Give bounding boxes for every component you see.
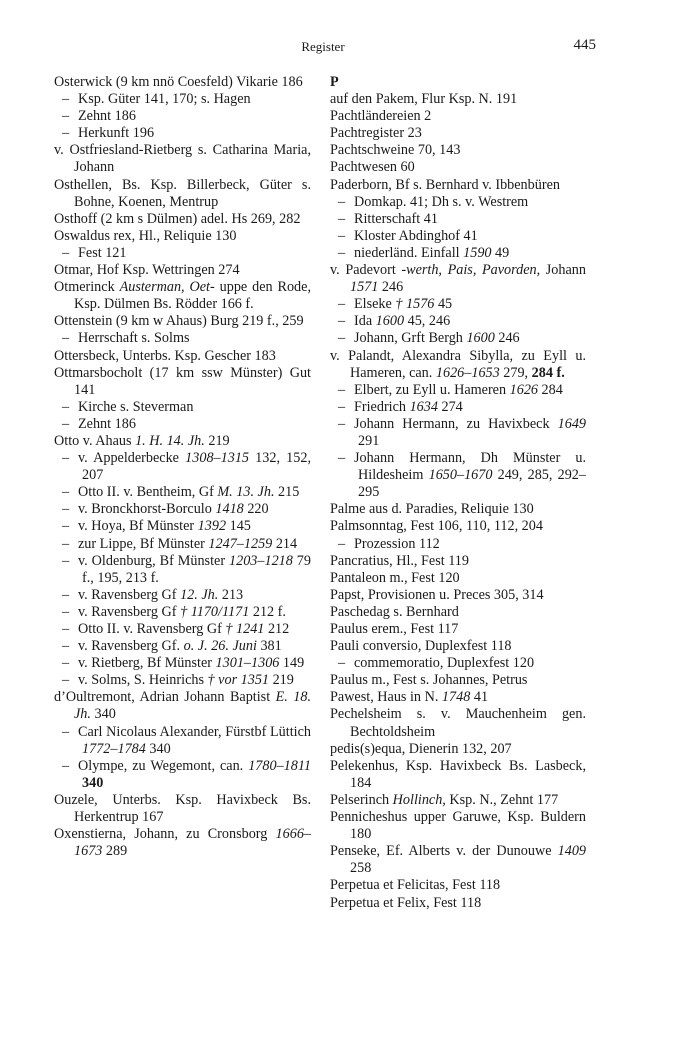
index-entry	[54, 433, 311, 450]
index-entry	[330, 501, 586, 518]
entry-text: v. Palandt, Alexandra Sibylla, zu Eyll u. Hameren, can. 1626–1653 279, 284 f.	[330, 347, 586, 381]
subentry-dash: –	[62, 108, 70, 125]
index-entry	[330, 604, 586, 621]
index-subentry	[54, 501, 311, 518]
index-entry	[330, 809, 586, 843]
entry-text: Pachtwesen 60	[330, 159, 415, 176]
subentry-dash: –	[338, 398, 346, 415]
subentry-dash: –	[62, 757, 70, 774]
subentry-dash: –	[62, 330, 70, 347]
index-subentry	[330, 382, 586, 399]
index-entry	[54, 142, 311, 176]
subentry-dash: –	[338, 381, 346, 398]
entry-text: v. Padevort -werth, Pais, Pavorden, Johann 1571 246	[330, 262, 586, 296]
index-entry	[54, 228, 311, 245]
index-entry	[330, 518, 586, 535]
index-subentry	[330, 245, 586, 262]
subentry-dash: –	[62, 125, 70, 142]
entry-text: Kloster Abdinghof 41	[354, 227, 478, 244]
index-entry	[330, 125, 586, 142]
subentry-dash: –	[338, 210, 346, 227]
index-subentry	[54, 724, 311, 758]
entry-text: Ouzele, Unterbs. Ksp. Havixbeck Bs. Herkentrup 167	[54, 791, 311, 826]
index-entry	[330, 570, 586, 587]
index-entry	[54, 313, 311, 330]
entry-text: Pelserinch Hollinch, Ksp. N., Zehnt 177	[330, 791, 559, 808]
index-entry	[54, 348, 311, 365]
entry-text: pedis(s)equa, Dienerin 132, 207	[330, 740, 512, 757]
subentry-dash: –	[62, 501, 70, 518]
entry-text: Ritterschaft 41	[354, 210, 438, 227]
index-entry	[54, 792, 311, 826]
entry-text: Pachtschweine 70, 143	[330, 142, 461, 159]
entry-text: Elbert, zu Eyll u. Hameren 1626 284	[354, 381, 563, 398]
entry-text: Pachtregister 23	[330, 125, 422, 142]
subentry-dash: –	[62, 484, 70, 501]
entry-text: v. Ravensberg Gf † 1170/1171 212 f.	[78, 603, 286, 620]
index-entry	[330, 91, 586, 108]
index-entry	[330, 348, 586, 382]
subentry-dash: –	[62, 672, 70, 689]
entry-text: Pawest, Haus in N. 1748 41	[330, 689, 489, 706]
entry-text: Otto II. v. Bentheim, Gf M. 13. Jh. 215	[78, 484, 300, 501]
entry-text: v. Appelderbecke 1308–1315 132, 152, 207	[78, 450, 311, 484]
index-subentry	[54, 245, 311, 262]
subentry-dash: –	[62, 450, 70, 467]
entry-text: Palme aus d. Paradies, Reliquie 130	[330, 501, 534, 518]
subentry-dash: –	[62, 415, 70, 432]
entry-text: niederländ. Einfall 1590 49	[354, 244, 510, 261]
entry-text: Ksp. Güter 141, 170; s. Hagen	[78, 91, 251, 108]
index-subentry	[330, 655, 586, 672]
entry-text: Johann Hermann, zu Havixbeck 1649 291	[354, 415, 586, 449]
index-subentry	[330, 416, 586, 450]
index-entry	[54, 74, 311, 91]
index-entry	[330, 108, 586, 125]
index-entry	[330, 177, 586, 194]
entry-text: Carl Nicolaus Alexander, Fürstbf Lüttich 1772–1784 340	[78, 723, 311, 757]
index-subentry	[54, 108, 311, 125]
entry-text: Osterwick (9 km nnö Coesfeld) Vikarie 186	[54, 74, 303, 90]
index-entry	[330, 792, 586, 809]
subentry-dash: –	[338, 655, 346, 672]
entry-text: Zehnt 186	[78, 108, 136, 125]
section-letter: P	[330, 74, 339, 90]
index-subentry	[54, 125, 311, 142]
entry-text: Otmar, Hof Ksp. Wettringen 274	[54, 262, 240, 279]
entry-text: Penseke, Ef. Alberts v. der Dunouwe 1409 258	[330, 843, 586, 877]
entry-text: Papst, Provisionen u. Preces 305, 314	[330, 586, 544, 603]
index-entry	[330, 689, 586, 706]
entry-text: Pechelsheim s. v. Mauchenheim gen. Bechtoldsheim	[330, 706, 586, 740]
index-entry	[330, 142, 586, 159]
index-subentry	[54, 416, 311, 433]
entry-text: v. Ravensberg Gf 12. Jh. 213	[78, 586, 244, 603]
index-entry	[330, 638, 586, 655]
subentry-dash: –	[62, 638, 70, 655]
index-subentry	[54, 655, 311, 672]
entry-text: Paderborn, Bf s. Bernhard v. Ibbenbüren	[330, 176, 560, 193]
entry-text: Palmsonntag, Fest 106, 110, 112, 204	[330, 518, 543, 535]
entry-text: Paulus erem., Fest 117	[330, 621, 459, 637]
entry-text: Elseke † 1576 45	[354, 296, 453, 313]
entry-text: zur Lippe, Bf Münster 1247–1259 214	[78, 535, 298, 552]
page-number: 445	[573, 37, 596, 53]
index-subentry	[330, 296, 586, 313]
entry-text: v. Bronckhorst-Borculo 1418 220	[78, 501, 269, 518]
entry-text: Domkap. 41; Dh s. v. Westrem	[354, 193, 529, 210]
entry-text: Ida 1600 45, 246	[354, 313, 451, 330]
subentry-dash: –	[62, 244, 70, 261]
subentry-dash: –	[338, 296, 346, 313]
entry-text: Oxenstierna, Johann, zu Cronsborg 1666–1673 289	[54, 826, 311, 860]
entry-text: Osthellen, Bs. Ksp. Billerbeck, Güter s. Bohne, Koenen, Mentrup	[54, 176, 311, 210]
index-entry	[54, 262, 311, 279]
index-entry	[54, 177, 311, 211]
index-subentry	[54, 587, 311, 604]
entry-text: v. Solms, S. Heinrichs † vor 1351 219	[78, 672, 294, 689]
entry-text: Pancratius, Hl., Fest 119	[330, 552, 469, 569]
subentry-dash: –	[338, 227, 346, 244]
entry-text: Johann, Grft Bergh 1600 246	[354, 330, 520, 347]
entry-text: Herrschaft s. Solms	[78, 330, 190, 347]
entry-text: Pauli conversio, Duplexfest 118	[330, 638, 512, 655]
subentry-dash: –	[338, 193, 346, 210]
entry-text: Otto II. v. Ravensberg Gf † 1241 212	[78, 621, 290, 637]
entry-text: Pantaleon m., Fest 120	[330, 569, 460, 586]
index-entry	[330, 587, 586, 604]
subentry-dash: –	[338, 450, 346, 467]
index-subentry	[54, 91, 311, 108]
entry-text: Ottmarsbocholt (17 km ssw Münster) Gut 141	[54, 364, 311, 398]
entry-text: d’Oultremont, Adrian Johann Baptist E. 18. Jh. 340	[54, 689, 311, 723]
entry-text: Pennicheshus upper Garuwe, Ksp. Buldern 180	[330, 809, 586, 843]
index-subentry	[54, 638, 311, 655]
entry-text: Perpetua et Felicitas, Fest 118	[330, 877, 501, 894]
index-entry	[330, 741, 586, 758]
entry-text: Otmerinck Austerman, Oet- uppe den Rode, Ksp. Dülmen Bs. Rödder 166 f.	[54, 279, 311, 313]
index-subentry	[54, 621, 311, 638]
entry-text: Fest 121	[78, 244, 127, 261]
subentry-dash: –	[62, 552, 70, 569]
index-subentry	[330, 194, 586, 211]
entry-text: Ottersbeck, Unterbs. Ksp. Gescher 183	[54, 347, 276, 364]
index-entry	[330, 621, 586, 638]
entry-text: v. Ostfriesland-Rietberg s. Catharina Maria, Johann	[54, 142, 311, 176]
subentry-dash: –	[62, 535, 70, 552]
subentry-dash: –	[338, 535, 346, 552]
entry-text: Kirche s. Steverman	[78, 398, 194, 415]
entry-text: Otto v. Ahaus 1. H. 14. Jh. 219	[54, 432, 230, 449]
index-entry	[54, 279, 311, 313]
subentry-dash: –	[62, 398, 70, 415]
index-subentry	[54, 484, 311, 501]
index-entry	[54, 689, 311, 723]
index-entry	[330, 672, 586, 689]
entry-text: Oswaldus rex, Hl., Reliquie 130	[54, 227, 237, 244]
index-subentry	[330, 450, 586, 501]
subentry-dash: –	[62, 603, 70, 620]
subentry-dash: –	[62, 655, 70, 672]
page-header	[0, 37, 700, 57]
subentry-dash: –	[62, 586, 70, 603]
index-column-left	[54, 74, 311, 860]
index-entry	[330, 895, 586, 912]
index-subentry	[330, 211, 586, 228]
entry-text: Osthoff (2 km s Dülmen) adel. Hs 269, 282	[54, 210, 301, 227]
index-subentry	[330, 313, 586, 330]
entry-text: auf den Pakem, Flur Ksp. N. 191	[330, 91, 518, 108]
entry-text: v. Ravensberg Gf. o. J. 26. Juni 381	[78, 638, 282, 655]
index-entry	[330, 843, 586, 877]
index-subentry	[330, 330, 586, 347]
subentry-dash: –	[62, 723, 70, 740]
subentry-dash: –	[62, 518, 70, 535]
index-entry	[330, 553, 586, 570]
index-entry	[330, 706, 586, 740]
subentry-dash: –	[62, 91, 70, 108]
index-subentry	[330, 399, 586, 416]
index-subentry	[54, 553, 311, 587]
index-subentry	[54, 758, 311, 792]
subentry-dash: –	[338, 415, 346, 432]
entry-text: Pelekenhus, Ksp. Havixbeck Bs. Lasbeck, 184	[330, 757, 586, 791]
entry-text: Friedrich 1634 274	[354, 398, 463, 415]
index-subentry	[54, 518, 311, 535]
index-subentry	[54, 450, 311, 484]
index-subentry	[54, 330, 311, 347]
entry-text: Paulus m., Fest s. Johannes, Petrus	[330, 672, 528, 689]
entry-text: Paschedag s. Bernhard	[330, 603, 459, 620]
entry-text: Pachtländereien 2	[330, 108, 432, 125]
index-entry	[54, 211, 311, 228]
index-entry	[54, 826, 311, 860]
entry-text: v. Hoya, Bf Münster 1392 145	[78, 518, 251, 535]
index-subentry	[54, 536, 311, 553]
running-head: Register	[301, 39, 345, 54]
subentry-dash: –	[338, 330, 346, 347]
entry-text: Olympe, zu Wegemont, can. 1780–1811 340	[78, 757, 311, 791]
subentry-dash: –	[62, 621, 70, 637]
index-entry	[330, 159, 586, 176]
entry-text: Ottenstein (9 km w Ahaus) Burg 219 f., 259	[54, 313, 304, 330]
entry-text: Herkunft 196	[78, 125, 155, 142]
index-entry	[330, 758, 586, 792]
index-subentry	[330, 536, 586, 553]
subentry-dash: –	[338, 244, 346, 261]
index-entry	[330, 877, 586, 894]
entry-text: Prozession 112	[354, 535, 440, 552]
index-subentry	[54, 672, 311, 689]
index-entry	[54, 365, 311, 399]
entry-text: Zehnt 186	[78, 415, 136, 432]
subentry-dash: –	[338, 313, 346, 330]
entry-text: Perpetua et Felix, Fest 118	[330, 894, 482, 911]
index-subentry	[54, 399, 311, 416]
index-subentry	[54, 604, 311, 621]
entry-text: v. Rietberg, Bf Münster 1301–1306 149	[78, 655, 305, 672]
entry-text: commemoratio, Duplexfest 120	[354, 655, 535, 672]
index-column-right	[330, 74, 586, 912]
entry-text: Johann Hermann, Dh Münster u. Hildesheim 1650–1670 249, 285, 292–295	[354, 450, 586, 501]
index-subentry	[330, 228, 586, 245]
entry-text: v. Oldenburg, Bf Münster 1203–1218 79 f., 195, 213 f.	[78, 552, 311, 586]
index-entry	[330, 262, 586, 296]
